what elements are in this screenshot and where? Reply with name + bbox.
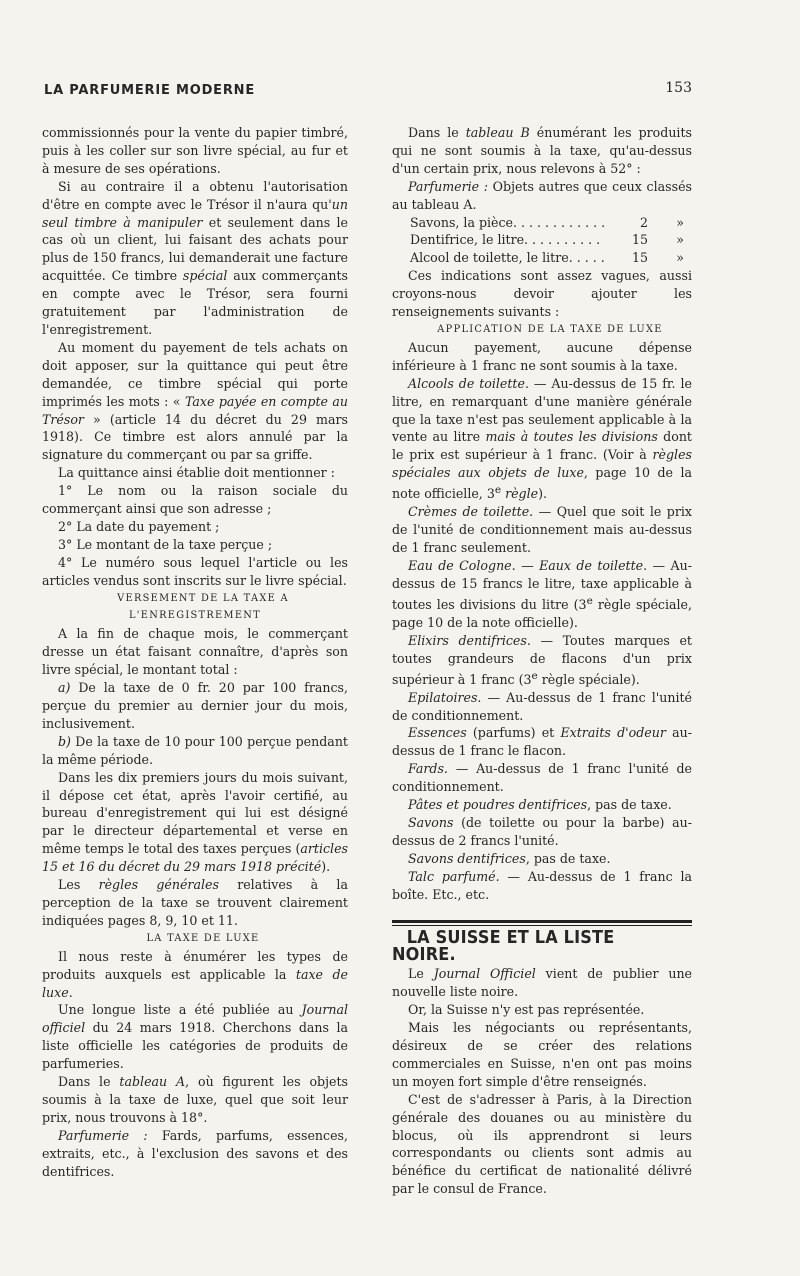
section-divider <box>392 920 692 926</box>
paragraph: La quittance ainsi établie doit mentionner : <box>58 465 335 481</box>
list-item: 2° La date du payement ; <box>58 518 220 534</box>
paragraph: Au moment du payement de tels achats on doit apposer, sur la quittance qui peut être demandée, ce timbre spécial qui porte imprimés les mots : « Taxe payée en compte au Trésor » (article 14 du décret du 29 mars 1918). Ce timbre est alors annulé par la signature du commerçant ou par sa griffe. <box>42 339 348 463</box>
paragraph: Fards. — Au-dessus de 1 franc l'unité de conditionnement. <box>392 761 692 795</box>
paragraph: Mais les négociants ou représentants, désireux de se créer des relations commerciales en Suisse, n'en ont pas moins un moyen fort simple d'être renseignés. <box>392 1020 692 1089</box>
paragraph: Parfumerie : Fards, parfums, essences, extraits, etc., à l'exclusion des savons et des dentifrices. <box>42 1127 348 1179</box>
paragraph: Dans le tableau B énumérant les produits qui ne sont soumis à la taxe, qu'au-dessus d'un certain prix, nous relevons à 52° : <box>392 125 692 176</box>
paragraph: Essences (parfums) et Extraits d'odeur au-dessus de 1 franc le flacon. <box>392 725 692 759</box>
paragraph: Le Journal Officiel vient de publier une nouvelle liste noire. <box>392 966 693 1000</box>
paragraph: A la fin de chaque mois, le commerçant dresse un état faisant connaître, d'après son livre spécial, le montant total : <box>42 626 348 678</box>
paragraph: Il nous reste à énumérer les types de produits auxquels est applicable la taxe de luxe. <box>42 948 348 1000</box>
paragraph: Or, la Suisse n'y est pas représentée. <box>408 1002 645 1018</box>
paragraph: Elixirs dentifrices. — Toutes marques et toutes grandeurs de flacons d'un prix supérieur à 1 franc (3e règle spéciale). <box>392 632 692 687</box>
paragraph: Eau de Cologne. — Eaux de toilette. — Au-dessus de 15 francs le litre, taxe applicable à toutes les divisions du litre (3e règle spéciale, page 10 de la note officielle). <box>392 557 693 630</box>
paragraph: Alcools de toilette. — Au-dessus de 15 fr. le litre, en remarquant d'une manière générale que la taxe n'est pas seulement applicable à la vente au litre mais à toutes les divisions dont le prix est supérieur à 1 franc. (Voir à règles spéciales aux objets de luxe, page 10 de la note officielle, 3e règle). <box>392 375 692 502</box>
paragraph: commissionnés pour la vente du papier timbré, puis à les coller sur son livre spécial, au fur et à mesure de ses opérations. <box>42 125 348 176</box>
paragraph: Epilatoires. — Au-dessus de 1 franc l'unité de conditionnement. <box>392 689 692 723</box>
paragraph: Savons (de toilette ou pour la barbe) au-dessus de 2 francs l'unité. <box>392 815 692 848</box>
paragraph: Aucun payement, aucune dépense inférieure à 1 franc ne sont soumis à la taxe. <box>392 339 692 373</box>
paragraph: C'est de s'adresser à Paris, à la Direction générale des douanes ou au ministère du blocus, où ils apprendront si leurs correspondants ou clients sont admis au bénéfice du certificat de nationalité délivré par le consul de France. <box>392 1091 692 1197</box>
paragraph: Dans le tableau A, où figurent les objets soumis à la taxe de luxe, quel que soit leur prix, nous trouvons à 18°. <box>42 1074 348 1125</box>
paragraph: Parfumerie : Objets autres que ceux classés au tableau A. <box>392 178 692 212</box>
list-item: 4° Le numéro sous lequel l'article ou les articles vendus sont inscrits sur le livre spécial. <box>42 554 348 588</box>
paragraph: Crèmes de toilette. — Quel que soit le prix de l'unité de conditionnement mais au-dessus de 1 franc seulement. <box>392 504 693 556</box>
list-item: b) De la taxe de 10 pour 100 perçue pendant la même période. <box>42 733 348 767</box>
price-row: Savons, la pièce . . . 2 » <box>392 214 692 232</box>
paragraph: Ces indications sont assez vagues, aussi croyons-nous devoir ajouter les renseignements suivants : <box>392 268 692 320</box>
section-heading: LA TAXE DE LUXE <box>146 932 260 944</box>
paragraph: Les règles générales relatives à la perception de la taxe se trouvent clairement indiquées pages 8, 9, 10 et 11. <box>42 877 348 928</box>
article-title: LA SUISSE ET LA LISTE NOIRE. <box>392 927 615 966</box>
section-heading: APPLICATION DE LA TAXE DE LUXE <box>437 323 663 335</box>
page-number: 153 <box>665 80 692 96</box>
paragraph: Si au contraire il a obtenu l'autorisation d'être en compte avec le Trésor il n'aura qu'un seul timbre à manipuler et seulement dans le cas où un client, lui faisant des achats pour plus de 150 francs, lui demanderait une facture acquittée. Ce timbre spécial aux commerçants en compte avec le Trésor, sera fourni gratuitement par l'administration de l'enregistrement. <box>42 178 348 337</box>
page-header <box>44 80 692 102</box>
paragraph: Savons dentifrices, pas de taxe. <box>408 850 611 866</box>
paragraph: Talc parfumé. — Au-dessus de 1 franc la boîte. Etc., etc. <box>392 868 692 902</box>
left-column <box>42 124 348 1180</box>
paragraph: Pâtes et poudres dentifrices, pas de taxe. <box>408 797 672 813</box>
paragraph: Une longue liste a été publiée au Journal officiel du 24 mars 1918. Cherchons dans la liste officielle les catégories de produits de parfumeries. <box>42 1002 348 1072</box>
section-heading: VERSEMENT DE LA TAXE A L'ENREGISTREMENT <box>117 592 289 622</box>
running-title: LA PARFUMERIE MODERNE <box>44 83 256 98</box>
price-row: Alcool de toilette, le litre . . . 15 » <box>392 249 692 267</box>
right-column <box>392 124 692 1198</box>
list-item: a) De la taxe de 0 fr. 20 par 100 francs, perçue du premier au dernier jour du mois, inclusivement. <box>42 680 348 731</box>
paragraph: Dans les dix premiers jours du mois suivant, il dépose cet état, après l'avoir certifié, au bureau d'enregistrement qui lui est désigné par le directeur départemental et verse en même temps le total des taxes perçues (articles 15 et 16 du décret du 29 mars 1918 précité). <box>42 769 348 875</box>
price-row: Dentifrice, le litre . . . 15 » <box>392 231 692 249</box>
list-item: 1° Le nom ou la raison sociale du commerçant ainsi que son adresse ; <box>42 483 348 517</box>
list-item: 3° Le montant de la taxe perçue ; <box>58 536 273 552</box>
